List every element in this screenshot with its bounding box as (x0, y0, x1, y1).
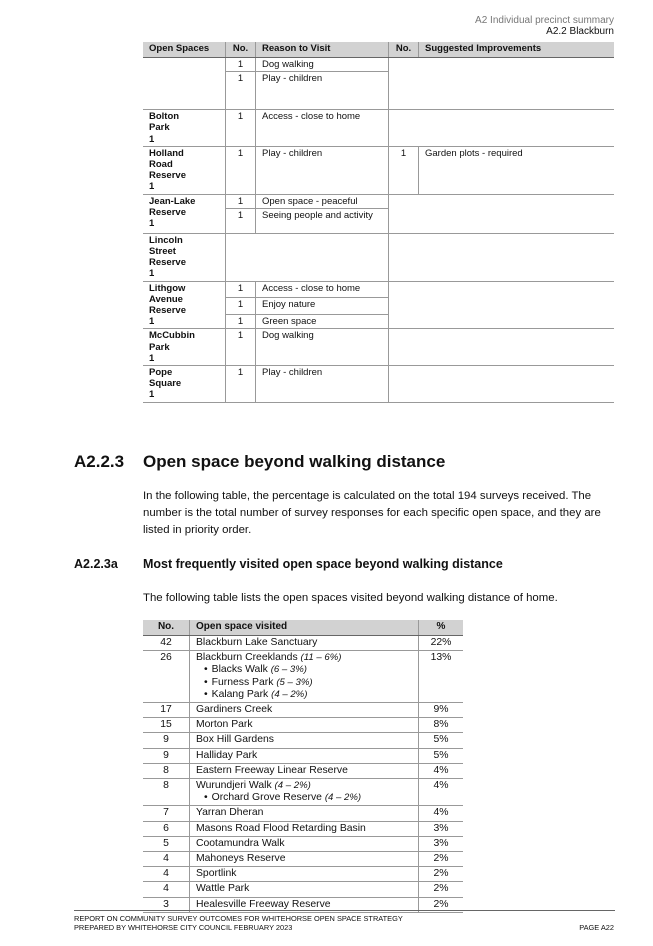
col-open-space-visited: Open space visited (190, 620, 419, 636)
cell-no-2: 1 (389, 146, 419, 194)
table-row (143, 281, 614, 298)
cell-no: 1 (226, 366, 256, 403)
sub-name: Furness Park (211, 676, 274, 688)
cell-no: 1 (226, 329, 256, 366)
table-header-row (143, 620, 463, 636)
table-row (143, 636, 463, 651)
cell-name: Sportlink (190, 867, 419, 882)
cell-reason: Seeing people and activity (256, 208, 389, 233)
cell-pct: 4% (419, 779, 464, 806)
cell-pct: 2% (419, 852, 464, 867)
cell-no: 42 (143, 636, 190, 651)
cell-reason: Play - children (256, 146, 389, 194)
subsection-title: Most frequently visited open space beyond walking distance (143, 557, 503, 571)
page-number: PAGE A22 (579, 923, 614, 932)
cell-no: 26 (143, 651, 190, 703)
cell-reason: Dog walking (256, 58, 389, 72)
cell-pct: 22% (419, 636, 464, 651)
cell-open-space: Holland Road Reserve 1 (143, 146, 226, 194)
sub-value: (4 – 2%) (324, 792, 362, 804)
cell-no: 4 (143, 882, 190, 897)
cell-pct: 5% (419, 733, 464, 748)
sub-value: (6 – 3%) (270, 664, 307, 676)
header-section: A2 Individual precinct summary (475, 15, 614, 26)
cell-no: 4 (143, 867, 190, 882)
name-text: Wurundjeri Walk (196, 780, 272, 792)
cell-no: 9 (143, 748, 190, 763)
table-row (143, 836, 463, 851)
cell-name (190, 779, 419, 806)
cell-pct: 9% (419, 703, 464, 718)
footer-line-1: REPORT ON COMMUNITY SURVEY OUTCOMES FOR WHITEHORSE OPEN SPACE STRATEGY (74, 914, 403, 923)
footer-divider (74, 910, 615, 911)
cell-name: Morton Park (190, 718, 419, 733)
footer-text (74, 914, 403, 932)
cell-name: Halliday Park (190, 748, 419, 763)
cell-name: Masons Road Flood Retarding Basin (190, 821, 419, 836)
cell-no: 1 (226, 208, 256, 233)
section-title: Open space beyond walking distance (143, 452, 446, 471)
table-row (143, 806, 463, 821)
header-subsection: A2.2 Blackburn (546, 26, 614, 37)
cell-reason: Open space - peaceful (256, 194, 389, 208)
cell-name (190, 651, 419, 703)
table-row (143, 852, 463, 867)
col-no-2: No. (389, 42, 419, 58)
cell-name: Box Hill Gardens (190, 733, 419, 748)
col-reason: Reason to Visit (256, 42, 389, 58)
subsection-paragraph: The following table lists the open spaces visited beyond walking distance of home. (143, 592, 558, 604)
cell-no: 1 (226, 146, 256, 194)
table-row (143, 763, 463, 778)
cell-pct: 5% (419, 748, 464, 763)
cell-pct: 4% (419, 806, 464, 821)
cell-pct: 8% (419, 718, 464, 733)
cell-no: 6 (143, 821, 190, 836)
table-row (143, 718, 463, 733)
cell-no: 7 (143, 806, 190, 821)
cell-pct: 2% (419, 867, 464, 882)
col-no: No. (143, 620, 190, 636)
cell-name: Mahoneys Reserve (190, 852, 419, 867)
table-row (143, 703, 463, 718)
cell-pct: 2% (419, 897, 464, 912)
cell-no: 1 (226, 298, 256, 315)
cell-no: 8 (143, 779, 190, 806)
cell-no: 1 (226, 110, 256, 147)
cell-open-space: Pope Square 1 (143, 366, 226, 403)
sub-list-item (196, 677, 412, 689)
section-paragraph: In the following table, the percentage is calculated on the total 194 surveys received. The number is the total number of survey responses for each specific open space, and they are listed in priority order. (143, 490, 601, 536)
cell-reason: Green space (256, 315, 389, 329)
table-row (143, 146, 614, 194)
table-row (143, 110, 614, 147)
table-row (143, 366, 614, 403)
table-row (143, 779, 463, 806)
cell-no: 9 (143, 733, 190, 748)
col-open-spaces: Open Spaces (143, 42, 226, 58)
col-percent: % (419, 620, 464, 636)
table-row (143, 58, 614, 72)
cell-open-space: Lincoln Street Reserve 1 (143, 233, 226, 281)
table-header-row (143, 42, 614, 58)
col-no-1: No. (226, 42, 256, 58)
cell-improvement: Garden plots - required (419, 146, 615, 194)
sub-name: Blacks Walk (211, 664, 268, 676)
open-space-visited-table (143, 620, 463, 913)
page-header (475, 15, 614, 37)
sub-value: (5 – 3%) (276, 676, 313, 688)
cell-reason: Access - close to home (256, 110, 389, 147)
table-row (143, 651, 463, 703)
cell-no: 1 (226, 315, 256, 329)
cell-pct: 3% (419, 836, 464, 851)
cell-reason: Play - children (256, 72, 389, 110)
table-row (143, 329, 614, 366)
cell-name: Wattle Park (190, 882, 419, 897)
cell-name: Blackburn Lake Sanctuary (190, 636, 419, 651)
cell-reason: Access - close to home (256, 281, 389, 298)
sub-list-item (196, 792, 412, 804)
col-improvements: Suggested Improvements (419, 42, 615, 58)
cell-pct: 3% (419, 821, 464, 836)
cell-no: 4 (143, 852, 190, 867)
cell-reason: Dog walking (256, 329, 389, 366)
sub-list-item (196, 664, 412, 676)
cell-no: 5 (143, 836, 190, 851)
cell-name: Eastern Freeway Linear Reserve (190, 763, 419, 778)
name-sub: (11 – 6%) (300, 652, 342, 664)
table-row (143, 867, 463, 882)
table-row (143, 233, 614, 281)
subsection-number: A2.2.3a (74, 557, 118, 571)
cell-no: 1 (226, 281, 256, 298)
sub-name: Kalang Park (211, 688, 269, 700)
cell-no: 1 (226, 72, 256, 110)
table-row (143, 748, 463, 763)
cell-no: 1 (226, 194, 256, 208)
open-spaces-reasons-table (143, 42, 614, 403)
cell-open-space: Jean-Lake Reserve 1 (143, 194, 226, 233)
cell-pct: 13% (419, 651, 464, 703)
cell-pct: 4% (419, 763, 464, 778)
section-number: A2.2.3 (74, 452, 125, 471)
cell-no: 15 (143, 718, 190, 733)
cell-pct: 2% (419, 882, 464, 897)
cell-name: Healesville Freeway Reserve (190, 897, 419, 912)
name-text: Blackburn Creeklands (196, 652, 298, 664)
sub-name: Orchard Grove Reserve (211, 792, 322, 804)
name-sub: (4 – 2%) (274, 780, 311, 792)
cell-no: 8 (143, 763, 190, 778)
cell-open-space: McCubbin Park 1 (143, 329, 226, 366)
table-row (143, 733, 463, 748)
cell-no: 17 (143, 703, 190, 718)
table-row (143, 882, 463, 897)
table-row (143, 821, 463, 836)
cell-open-space: Lithgow Avenue Reserve 1 (143, 281, 226, 329)
cell-name: Cootamundra Walk (190, 836, 419, 851)
cell-no: 3 (143, 897, 190, 912)
cell-open-space: Bolton Park 1 (143, 110, 226, 147)
sub-value: (4 – 2%) (271, 688, 308, 700)
cell-reason: Play - children (256, 366, 389, 403)
cell-name: Gardiners Creek (190, 703, 419, 718)
sub-list-item (196, 689, 412, 701)
cell-reason: Enjoy nature (256, 298, 389, 315)
cell-no: 1 (226, 58, 256, 72)
cell-name: Yarran Dheran (190, 806, 419, 821)
table-row (143, 194, 614, 208)
footer-line-2: PREPARED BY WHITEHORSE CITY COUNCIL FEBRUARY 2023 (74, 923, 293, 932)
